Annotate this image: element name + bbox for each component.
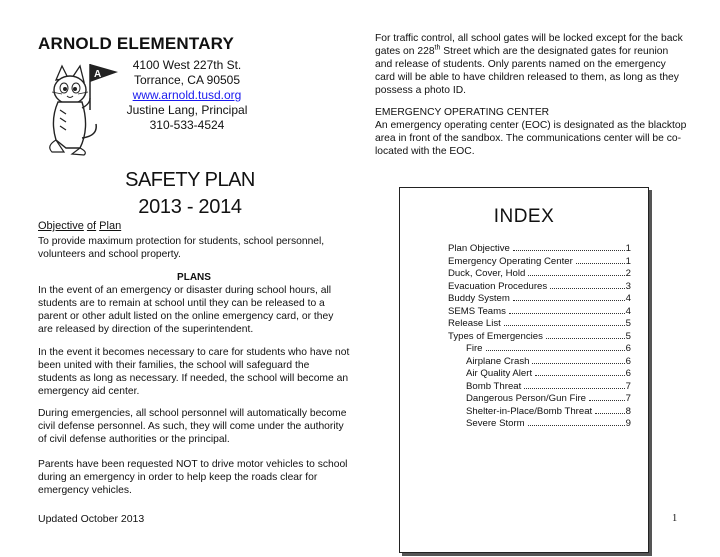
traffic-text-part-1: For traffic control, all school gates will be locked except for the back gates on 228 [375,33,683,57]
cat-mascot-logo [38,58,120,156]
objective-heading [38,220,350,233]
index-entry-page: 8 [625,405,631,417]
plans-paragraph-1: In the event of an emergency or disaster during school hours, all students are to remain at school until they can be released to a parent or other adult listed on the online emergency card, or they are released by direction of the superintendent. [38,285,334,335]
index-leader-dots [509,313,625,314]
index-entry-page: 4 [625,305,631,317]
index-leader-dots [546,338,625,339]
index-entry-page: 6 [625,343,631,354]
index-entry-label: Release List [448,318,501,329]
index-entry-page: 9 [625,418,631,429]
index-entry-label: Emergency Operating Center [448,255,573,267]
index-leader-dots [589,400,625,401]
index-entry [448,267,631,280]
eoc-text: An emergency operating center (EOC) is designated as the blacktop area in front of the sandbox. The communications center will be co-located with the EOC. [375,120,687,157]
traffic-superscript: th [434,44,441,52]
index-leader-dots [513,300,625,301]
index-leader-dots [528,275,624,276]
index-leader-dots [550,288,624,289]
index-entry [448,242,631,255]
index-entry-label: Dangerous Person/Gun Fire [466,393,586,404]
index-entry-page: 4 [625,293,631,304]
index-entry-page: 2 [625,268,631,279]
safety-plan-title: SAFETY PLAN [125,169,255,191]
traffic-control-text [375,32,687,97]
index-entry-label: Duck, Cover, Hold [448,268,526,279]
index-entry [448,305,631,318]
index-entry-page: 6 [625,355,631,367]
index-leader-dots [595,413,624,414]
plans-heading: PLANS [177,272,211,283]
plans-paragraph-3: During emergencies, all school personnel will automatically become civil defense personnel. As such, they will come under the authority of civil defense authorities or the principal. [38,408,347,445]
index-entry-label: Severe Storm [466,418,525,429]
index-entry-label: Plan Objective [448,243,510,254]
principal-name: Justine Lang, Principal [126,103,248,117]
index-entry-label: Types of Emergencies [448,330,543,342]
index-entry-label: Fire [466,343,483,354]
plans-paragraph-2: In the event it becomes necessary to care for students who have not been united with their families, the school will safeguard the students as long as necessary. If needed, the school will become an emergency aid center. [38,347,350,397]
index-entry-label: Air Quality Alert [466,368,533,379]
index-entry [448,317,631,330]
index-entry [466,380,631,393]
plans-paragraph-4: Parents have been requested NOT to drive motor vehicles to school during an emergency in order to help keep the roads clear for emergency vehicles. [38,459,348,496]
traffic-text-part-2: Street which are the designated gates for reunion and release of students. Only parents named on the emergency card will be able to have children released to them, as long as they possess a photo ID. [375,46,679,96]
page-number: 1 [672,513,678,524]
index-entry-page: 1 [625,243,631,254]
index-entry-page: 1 [625,255,631,267]
index-leader-dots [504,325,625,326]
objective-heading-word-1: Objective [38,220,84,232]
school-phone: 310-533-4524 [149,118,225,132]
index-entry [466,392,631,405]
eoc-heading: EMERGENCY OPERATING CENTER [375,107,550,118]
index-entry-label: Bomb Threat [466,380,522,392]
index-leader-dots [524,388,624,389]
index-entry [448,280,631,293]
svg-text:A: A [94,69,102,80]
index-entry [466,367,631,380]
index-entry-label: Evacuation Procedures [448,280,548,292]
index-entry-page: 7 [625,380,631,392]
index-entry-label: Airplane Crash [466,355,530,367]
updated-date: Updated October 2013 [38,513,145,525]
objective-heading-word-3: Plan [99,220,122,232]
objective-heading-word-2: of [86,220,97,232]
index-entry [448,330,631,343]
plan-year: 2013 - 2014 [138,196,242,218]
index-leader-dots [528,425,625,426]
index-leader-dots [486,350,625,351]
index-entry [466,417,631,430]
index-entry-page: 6 [625,368,631,379]
index-entry [448,255,631,268]
index-box [399,187,649,553]
index-entry [466,405,631,418]
index-leader-dots [513,250,625,251]
index-entry-label: Buddy System [448,293,510,304]
index-entry [466,342,631,355]
website-link[interactable]: www.arnold.tusd.org [132,88,242,102]
index-entry [466,355,631,368]
address-line-1: 4100 West 227th St. [132,58,242,72]
index-title: INDEX [493,206,555,227]
index-entry-page: 5 [625,318,631,329]
index-entry-page: 7 [625,393,631,404]
index-leader-dots [535,375,625,376]
objective-text: To provide maximum protection for students, school personnel, volunteers and school property. [38,236,325,260]
index-entry-label: SEMS Teams [448,305,506,317]
website-link-wrapper [112,88,262,103]
index-entry-page: 5 [625,330,631,342]
school-name: ARNOLD ELEMENTARY [38,34,235,53]
address-line-2: Torrance, CA 90505 [133,73,241,87]
index-leader-dots [576,263,625,264]
index-entry [448,292,631,305]
index-leader-dots [532,363,624,364]
index-entry-page: 3 [625,280,631,292]
index-entry-label: Shelter-in-Place/Bomb Threat [466,405,593,417]
